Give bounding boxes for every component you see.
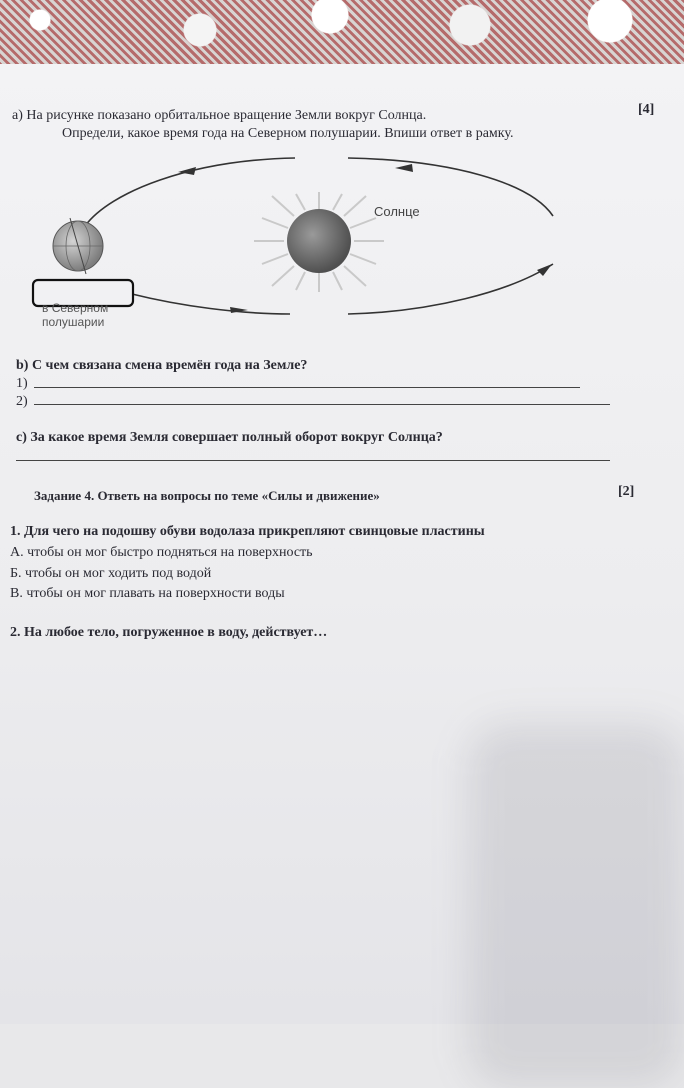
orbit-top-left (85, 158, 295, 226)
part-a-line1: а) На рисунке показано орбитальное вращение Земли вокруг Солнца. (12, 108, 427, 123)
hand-shadow (468, 724, 684, 1088)
task4-score: [2] (618, 484, 635, 499)
task4-q2: 2. На любое тело, погруженное в воду, действует… (10, 625, 328, 640)
task4-q1: 1. Для чего на подошву обуви водолаза прикрепляют свинцовые пластины (10, 524, 485, 539)
task4-title: Задание 4. Ответь на вопросы по теме «Силы и движение» (34, 488, 380, 503)
orbit-arrow-bottom-right (537, 264, 552, 276)
part-b-answer-2-line[interactable] (34, 404, 610, 405)
part-b-answer-1-label: 1) (16, 376, 28, 391)
sun-label: Солнце (374, 204, 420, 219)
part-b-question: b) С чем связана смена времён года на Земле? (16, 358, 308, 373)
part-a-line2: Определи, какое время года на Северном полушарии. Впиши ответ в рамку. (62, 126, 514, 141)
worksheet-page (0, 64, 684, 1024)
tablecloth-background (0, 0, 684, 70)
part-c-answer-line[interactable] (16, 460, 610, 461)
part-a-score: [4] (638, 102, 655, 117)
part-b-answer-2-label: 2) (16, 394, 28, 409)
earth-icon (53, 218, 103, 274)
sun-icon (254, 192, 384, 292)
task4-q1-option-b[interactable]: Б. чтобы он мог ходить под водой (10, 566, 212, 581)
box-caption-line1: в Северном (42, 301, 109, 315)
box-caption-line2: полушарии (42, 315, 105, 329)
part-b-answer-1-line[interactable] (34, 387, 580, 388)
task4-q1-option-c[interactable]: В. чтобы он мог плавать на поверхности воды (10, 586, 285, 601)
orbit-diagram (0, 152, 684, 342)
part-c-question: с) За какое время Земля совершает полный оборот вокруг Солнца? (16, 430, 443, 445)
orbit-bottom-left (132, 294, 290, 314)
orbit-arrow-top-right (395, 164, 413, 172)
task4-q1-option-a[interactable]: А. чтобы он мог быстро подняться на поверхность (10, 545, 313, 560)
orbit-bottom-right (348, 264, 553, 314)
